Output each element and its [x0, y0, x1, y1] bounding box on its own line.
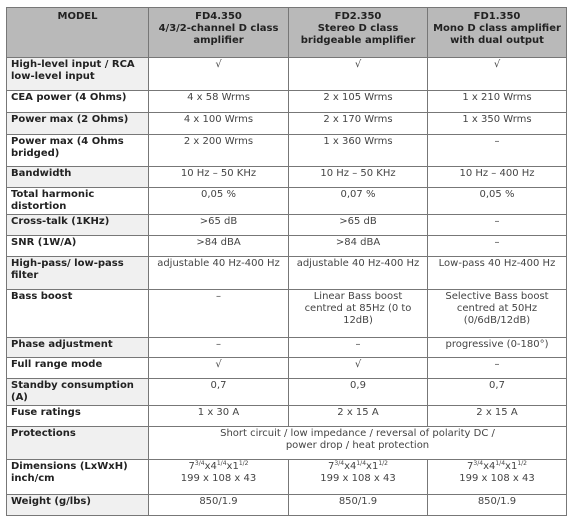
model-description: Mono D class amplifier with dual output	[433, 23, 561, 46]
row-label: Bandwidth	[7, 167, 149, 188]
cell-value: –	[428, 358, 567, 379]
table-row	[7, 290, 567, 338]
table-row	[7, 358, 567, 379]
table-row	[7, 188, 567, 215]
model-description: Stereo D class bridgeable amplifier	[300, 23, 416, 46]
header-row	[7, 8, 567, 58]
cell-value: >84 dBA	[149, 236, 289, 257]
cell-value: 10 Hz – 400 Hz	[428, 167, 567, 188]
cell-value: 850/1.9	[149, 495, 289, 516]
cell-value: 0,7	[428, 379, 567, 406]
header-fd2350	[289, 8, 428, 58]
table-row	[7, 135, 567, 167]
cell-value: 1 x 210 Wrms	[428, 91, 567, 113]
table-row	[7, 379, 567, 406]
cell-value: 4 x 58 Wrms	[149, 91, 289, 113]
model-name: FD2.350	[334, 11, 382, 22]
dimensions-inch: $7^{3/4}x4^{1/4}x1^{1/2}$	[188, 460, 249, 472]
table-row	[7, 58, 567, 91]
table-row	[7, 338, 567, 358]
cell-value: 2 x 170 Wrms	[289, 113, 428, 135]
model-name: FD4.350	[195, 11, 242, 22]
table-row	[7, 167, 567, 188]
model-description: 4/3/2-channel D class amplifier	[158, 23, 279, 46]
cell-value: 10 Hz – 50 KHz	[289, 167, 428, 188]
cell-value: 0,9	[289, 379, 428, 406]
table-row	[7, 257, 567, 290]
row-label: Power max (4 Ohms bridged)	[7, 135, 149, 167]
cell-value: –	[428, 135, 567, 167]
row-label: Dimensions (LxWxH) inch/cm	[7, 460, 149, 495]
cell-value: Selective Bass boost centred at 50Hz (0/6dB/12dB)	[428, 290, 567, 338]
cell-value: –	[428, 236, 567, 257]
cell-value: adjustable 40 Hz-400 Hz	[149, 257, 289, 290]
cell-value: –	[428, 215, 567, 236]
table-row	[7, 427, 567, 460]
dimensions-inch: $7^{3/4}x4^{1/4}x1^{1/2}$	[328, 460, 388, 472]
row-label: Standby consumption (A)	[7, 379, 149, 406]
cell-value: √	[289, 358, 428, 379]
cell-value: 10 Hz – 50 KHz	[149, 167, 289, 188]
cell-value: 2 x 15 A	[428, 406, 567, 427]
cell-value: √	[149, 358, 289, 379]
cell-value: adjustable 40 Hz-400 Hz	[289, 257, 428, 290]
cell-value: 1 x 350 Wrms	[428, 113, 567, 135]
cell-value: 2 x 15 A	[289, 406, 428, 427]
cell-value: 1 x 360 Wrms	[289, 135, 428, 167]
spec-table	[6, 7, 567, 516]
cell-value: 2 x 200 Wrms	[149, 135, 289, 167]
row-label: SNR (1W/A)	[7, 236, 149, 257]
table-row	[7, 236, 567, 257]
cell-value: 0,07 %	[289, 188, 428, 215]
cell-value: >65 dB	[149, 215, 289, 236]
protections-value: Short circuit / low impedance / reversal of polarity DC / power drop / heat protection	[149, 427, 567, 460]
table-row	[7, 460, 567, 495]
row-label: Total harmonic distortion	[7, 188, 149, 215]
cell-value: √	[428, 58, 567, 91]
dimensions-cell	[289, 460, 428, 495]
table-row	[7, 91, 567, 113]
cell-value: >84 dBA	[289, 236, 428, 257]
header-model-label: MODEL	[7, 8, 149, 58]
cell-value: 850/1.9	[428, 495, 567, 516]
row-label: Bass boost	[7, 290, 149, 338]
dimensions-cm: 199 x 108 x 43	[320, 473, 396, 484]
model-name: FD1.350	[473, 11, 521, 22]
cell-value: 2 x 105 Wrms	[289, 91, 428, 113]
dimensions-cm: 199 x 108 x 43	[459, 473, 535, 484]
row-label: Phase adjustment	[7, 338, 149, 358]
row-label: CEA power (4 Ohms)	[7, 91, 149, 113]
cell-value: 0,7	[149, 379, 289, 406]
cell-value: 850/1.9	[289, 495, 428, 516]
table-row	[7, 406, 567, 427]
dimensions-cell	[149, 460, 289, 495]
cell-value: >65 dB	[289, 215, 428, 236]
dimensions-inch: $7^{3/4}x4^{1/4}x1^{1/2}$	[467, 460, 527, 472]
cell-value: Linear Bass boost centred at 85Hz (0 to 12dB)	[289, 290, 428, 338]
table-row	[7, 113, 567, 135]
table-row	[7, 215, 567, 236]
dimensions-cm: 199 x 108 x 43	[180, 473, 257, 484]
header-fd4350	[149, 8, 289, 58]
row-label: Power max (2 Ohms)	[7, 113, 149, 135]
cell-value: –	[149, 338, 289, 358]
row-label: High-pass/ low-pass filter	[7, 257, 149, 290]
row-label: Fuse ratings	[7, 406, 149, 427]
cell-value: 4 x 100 Wrms	[149, 113, 289, 135]
header-fd1350	[428, 8, 567, 58]
cell-value: √	[149, 58, 289, 91]
cell-value: progressive (0-180°)	[428, 338, 567, 358]
row-label: Cross-talk (1KHz)	[7, 215, 149, 236]
table-row	[7, 495, 567, 516]
cell-value: –	[289, 338, 428, 358]
row-label: Weight (g/lbs)	[7, 495, 149, 516]
cell-value: 0,05 %	[428, 188, 567, 215]
cell-value: √	[289, 58, 428, 91]
row-label: Full range mode	[7, 358, 149, 379]
row-label: Protections	[7, 427, 149, 460]
dimensions-cell	[428, 460, 567, 495]
row-label: High-level input / RCA low-level input	[7, 58, 149, 91]
cell-value: 1 x 30 A	[149, 406, 289, 427]
cell-value: –	[149, 290, 289, 338]
cell-value: Low-pass 40 Hz-400 Hz	[428, 257, 567, 290]
cell-value: 0,05 %	[149, 188, 289, 215]
